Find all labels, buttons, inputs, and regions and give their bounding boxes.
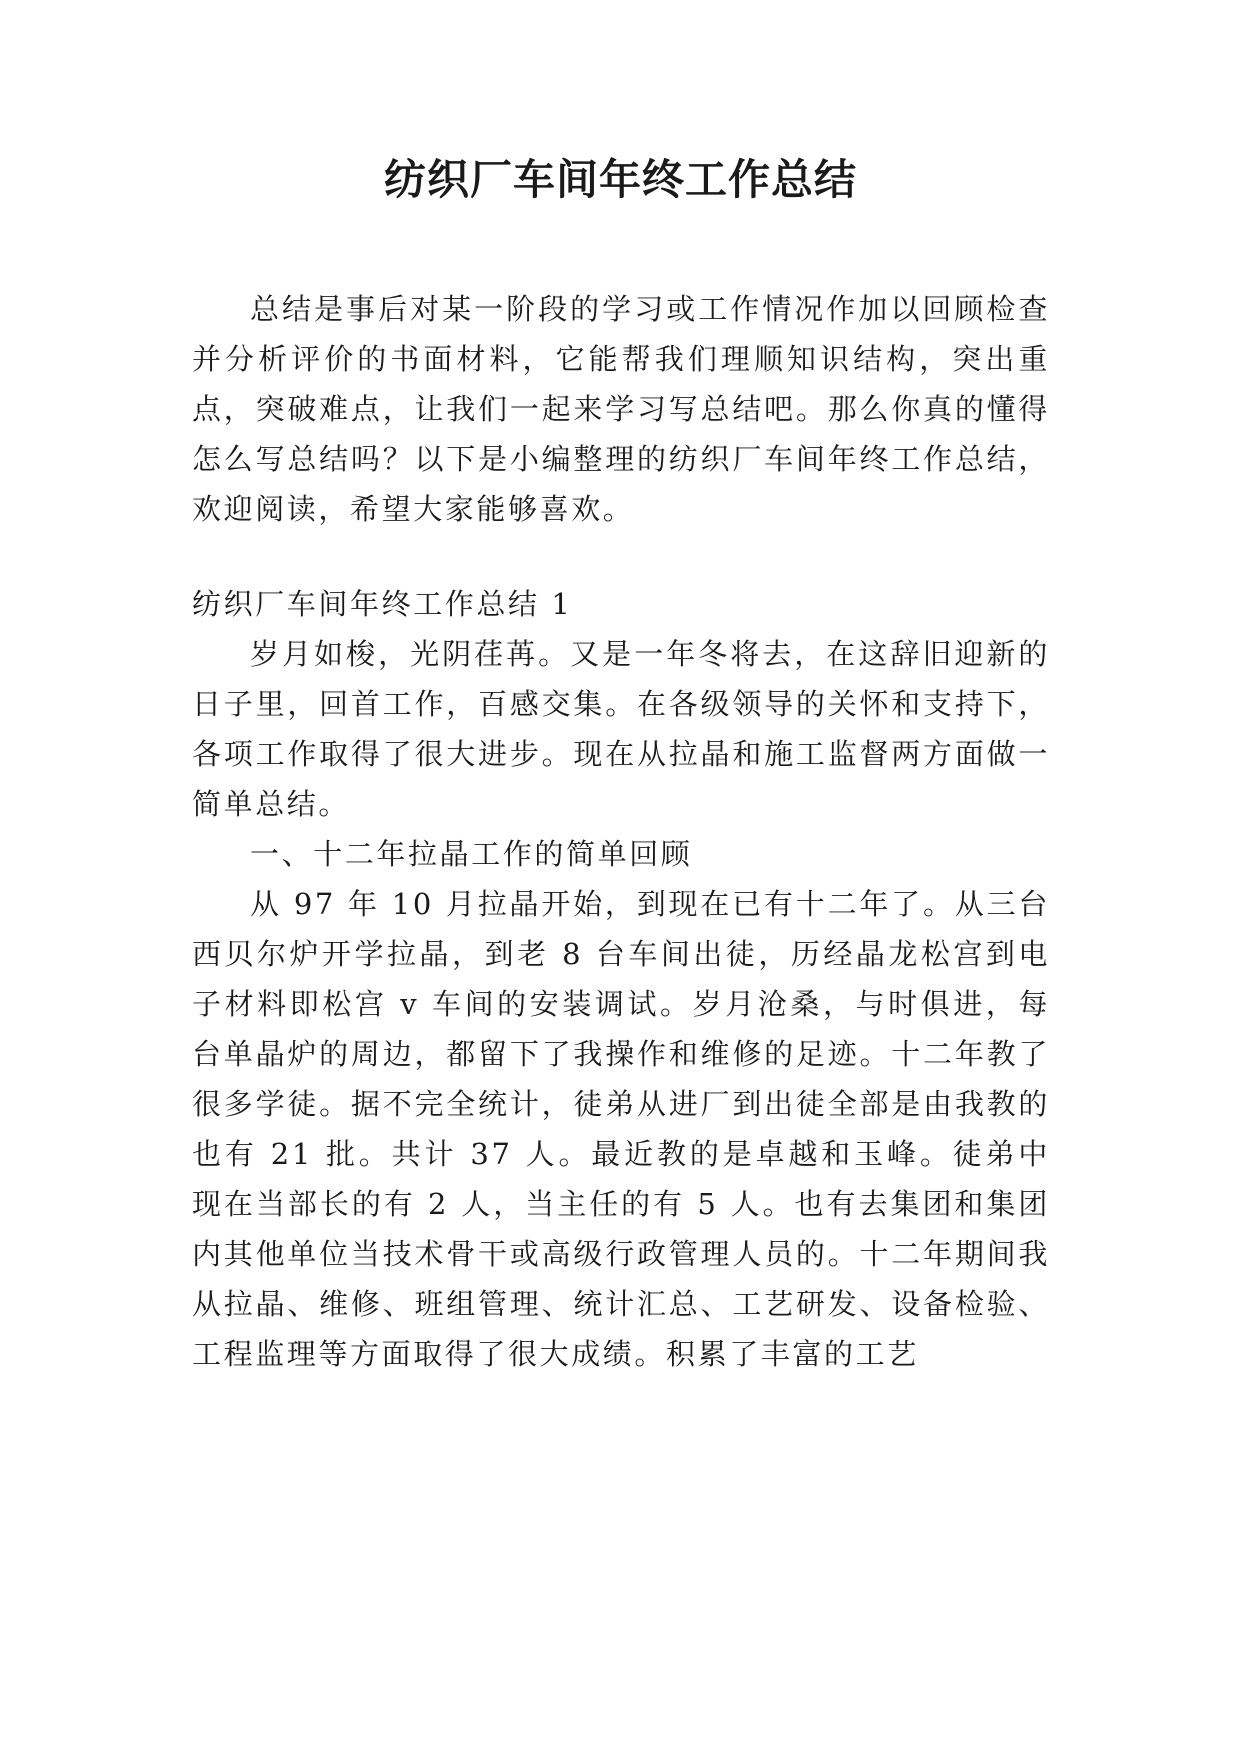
document-body xyxy=(192,284,1050,1379)
section-heading: 纺织厂车间年终工作总结 1 xyxy=(192,587,573,621)
subsection-heading: 一、十二年拉晶工作的简单回顾 xyxy=(250,837,693,871)
body-paragraph-2: 从 97 年 10 月拉晶开始，到现在已有十二年了。从三台西贝尔炉开学拉晶，到老 8 台车间出徒，历经晶龙松宫到电子材料即松宫 v 车间的安装调试。岁月沧桑，与时俱进，每台单晶炉的周边，都留下了我操作和维修的足迹。十二年教了很多学徒。据不完全统计，徒弟从进厂到出徒全部是由我教的也有 21 批。共计 37 人。最近教的是卓越和玉峰。徒弟中现在当部长的有 2 人，当主任的有 5 人。也有去集团和集团内其他单位当技术骨干或高级行政管理人员的。十二年期间我从拉晶、维修、班组管理、统计汇总、工艺研发、设备检验、工程监理等方面取得了很大成绩。积累了丰富的工艺 xyxy=(192,887,1050,1371)
body-paragraph-1: 岁月如梭，光阴荏苒。又是一年冬将去，在这辞旧迎新的日子里，回首工作，百感交集。在各级领导的关怀和支持下，各项工作取得了很大进步。现在从拉晶和施工监督两方面做一简单总结。 xyxy=(192,637,1050,821)
document-title: 纺织厂车间年终工作总结 xyxy=(383,155,857,204)
intro-paragraph: 总结是事后对某一阶段的学习或工作情况作加以回顾检查并分析评价的书面材料，它能帮我们理顺知识结构，突出重点，突破难点，让我们一起来学习写总结吧。那么你真的懂得怎么写总结吗？以下是小编整理的纺织厂车间年终工作总结，欢迎阅读，希望大家能够喜欢。 xyxy=(192,292,1050,526)
